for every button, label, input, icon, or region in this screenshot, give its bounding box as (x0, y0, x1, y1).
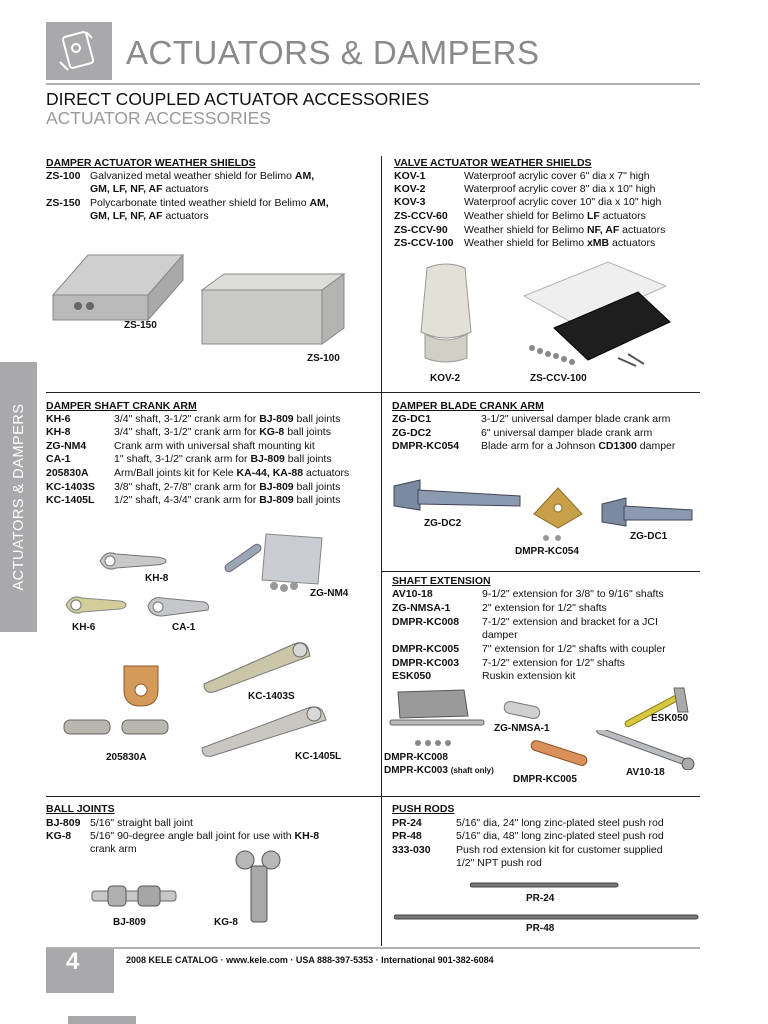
list-item: KH-6 3/4" shaft, 3-1/2" crank arm for BJ-809 ball joints (46, 413, 341, 425)
section-title-ball-joints: BALL JOINTS (46, 803, 115, 815)
kov-2-image (415, 262, 477, 368)
section-title-crank-arm: DAMPER SHAFT CRANK ARM (46, 400, 197, 412)
page-title: ACTUATORS & DAMPERS (126, 34, 540, 71)
av10-18-label: AV10-18 (626, 767, 665, 778)
list-item: ZG-NM4 Crank arm with universal shaft mounting kit (46, 440, 315, 452)
dmpr-kc003-label: DMPR-KC003 (shaft only) (384, 765, 494, 776)
section-title-damper-shields: DAMPER ACTUATOR WEATHER SHIELDS (46, 157, 256, 169)
list-item: ZS-CCV-90 Weather shield for Belimo NF, AF actuators (394, 224, 666, 236)
ca-1-image (144, 592, 212, 622)
list-item: KC-1405L 1/2" shaft, 4-3/4" crank arm for BJ-809 ball joints (46, 494, 341, 506)
esk050-label: ESK050 (651, 713, 689, 724)
section-title-valve-shields: VALVE ACTUATOR WEATHER SHIELDS (394, 157, 592, 169)
list-item: DMPR-KC005 7" extension for 1/2" shafts with coupler (392, 643, 666, 655)
zs-ccv-100-image (518, 256, 678, 374)
pr-24-image (470, 881, 620, 889)
dmpr-kc054-label: DMPR-KC054 (515, 546, 579, 557)
ca-1-label: CA-1 (172, 622, 196, 633)
205830a-label: 205830A (106, 752, 147, 763)
zg-nm4-image (218, 530, 328, 594)
page-number: 4 (66, 948, 80, 975)
list-item: ZG-NMSA-1 2" extension for 1/2" shafts (392, 602, 607, 614)
zs-100-image (198, 270, 348, 350)
av10-18-image (592, 730, 700, 770)
column-divider-top (381, 156, 382, 392)
list-item: ZS-CCV-60 Weather shield for Belimo LF actuators (394, 210, 646, 222)
column-divider-bottom (381, 796, 382, 946)
section-subtitle: DIRECT COUPLED ACTUATOR ACCESSORIES (46, 89, 430, 109)
kh-6-image (62, 592, 130, 618)
header-logo-box (46, 22, 112, 80)
list-item: ZG-DC1 3-1/2" universal damper blade crank arm (392, 413, 671, 425)
list-item: KG-8 5/16" 90-degree angle ball joint for use with KH-8 crank arm (46, 830, 320, 855)
list-item: 205830A Arm/Ball joints kit for Kele KA-44, KA-88 actuators (46, 467, 350, 479)
section-title-push-rods: PUSH RODS (392, 803, 455, 815)
bottom-tab (68, 1016, 136, 1024)
205830a-arm-image (118, 662, 164, 710)
zs-150-image (48, 240, 193, 330)
zs-ccv-100-label: ZS-CCV-100 (530, 373, 587, 384)
list-item: KC-1403S 3/8" shaft, 2-7/8" crank arm for BJ-809 ball joints (46, 481, 341, 493)
zg-nm4-label: ZG-NM4 (310, 588, 349, 599)
list-item: ZS-CCV-100 Weather shield for Belimo xMB actuators (394, 237, 656, 249)
section-title-shaft-extension: SHAFT EXTENSION (392, 575, 491, 587)
pr-24-label: PR-24 (526, 893, 555, 904)
list-item: KOV-3 Waterproof acrylic cover 10" dia x 10" high (394, 196, 662, 208)
205830a-joints-image (60, 714, 180, 744)
list-item: DMPR-KC054 Blade arm for a Johnson CD1300 damper (392, 440, 676, 452)
dmpr-kc005-image (526, 738, 592, 774)
list-item: KH-8 3/4" shaft, 3-1/2" crank arm for KG-8 ball joints (46, 426, 331, 438)
zg-dc1-image (598, 492, 698, 532)
kc-1403s-image (200, 636, 320, 696)
list-item: KOV-2 Waterproof acrylic cover 8" dia x 10" high (394, 183, 656, 195)
zg-nmsa-1-image (500, 698, 546, 722)
kg-8-image (225, 846, 291, 926)
list-item: BJ-809 5/16" straight ball joint (46, 817, 193, 829)
footer-text: 2008 KELE CATALOG · www.kele.com · USA 888-397-5353 · International 901-382-6084 (126, 955, 494, 965)
row-divider-2 (46, 796, 700, 797)
bj-809-image (88, 880, 180, 914)
zg-dc2-label: ZG-DC2 (424, 518, 462, 529)
bj-809-label: BJ-809 (113, 917, 146, 928)
list-item: PR-24 5/16" dia, 24" long zinc-plated steel push rod (392, 817, 664, 829)
row-divider-1 (46, 392, 700, 393)
footer-divider (46, 947, 700, 949)
zs-150-label: ZS-150 (124, 320, 157, 331)
list-item: KOV-1 Waterproof acrylic cover 6" dia x 7" high (394, 170, 650, 182)
dmpr-kc008-image (388, 686, 488, 736)
kh-8-image (96, 548, 170, 574)
dmpr-kc008-label: DMPR-KC008 (384, 752, 448, 763)
section-title-blade-crank: DAMPER BLADE CRANK ARM (392, 400, 544, 412)
side-tab (0, 362, 37, 632)
list-item: DMPR-KC003 7-1/2" extension for 1/2" shafts (392, 657, 625, 669)
row-divider-right (382, 571, 700, 572)
list-item: DMPR-KC008 7-1/2" extension and bracket for a JCI damper (392, 616, 658, 641)
kh-6-label: KH-6 (72, 622, 96, 633)
kc-1405l-label: KC-1405L (295, 751, 342, 762)
list-item: ESK050 Ruskin extension kit (392, 670, 576, 682)
zg-dc1-label: ZG-DC1 (630, 531, 668, 542)
header-divider (46, 83, 700, 85)
esk050-image (618, 684, 702, 734)
list-item: PR-48 5/16" dia, 48" long zinc-plated steel push rod (392, 830, 664, 842)
list-item: 333-030 Push rod extension kit for customer supplied 1/2" NPT push rod (392, 844, 663, 869)
list-item: ZG-DC2 6" universal damper blade crank arm (392, 427, 653, 439)
zg-nmsa-1-label: ZG-NMSA-1 (494, 723, 550, 734)
zs-100-label: ZS-100 (307, 353, 340, 364)
kov-2-label: KOV-2 (430, 373, 461, 384)
list-item: ZS-100 Galvanized metal weather shield for Belimo AM, GM, LF, NF, AF actuators (46, 170, 315, 195)
column-divider-middle (381, 392, 382, 796)
list-item: ZS-150 Polycarbonate tinted weather shield for Belimo AM, GM, LF, NF, AF actuators (46, 197, 329, 222)
pr-48-label: PR-48 (526, 923, 555, 934)
zg-dc2-image (390, 476, 526, 516)
kc008-screws-image (412, 736, 456, 750)
side-tab-label: ACTUATORS & DAMPERS (10, 403, 27, 591)
kh-8-label: KH-8 (145, 573, 169, 584)
list-item: AV10-18 9-1/2" extension for 3/8" to 9/16" shafts (392, 588, 664, 600)
kc-1403s-label: KC-1403S (248, 691, 295, 702)
dmpr-kc005-label: DMPR-KC005 (513, 774, 577, 785)
kg-8-label: KG-8 (214, 917, 238, 928)
list-item: CA-1 1" shaft, 3-1/2" crank arm for BJ-809 ball joints (46, 453, 332, 465)
dmpr-kc054-image (528, 484, 588, 546)
section-subtitle-secondary: ACTUATOR ACCESSORIES (46, 108, 271, 128)
actuator-icon (46, 22, 112, 80)
pr-48-image (394, 913, 700, 921)
